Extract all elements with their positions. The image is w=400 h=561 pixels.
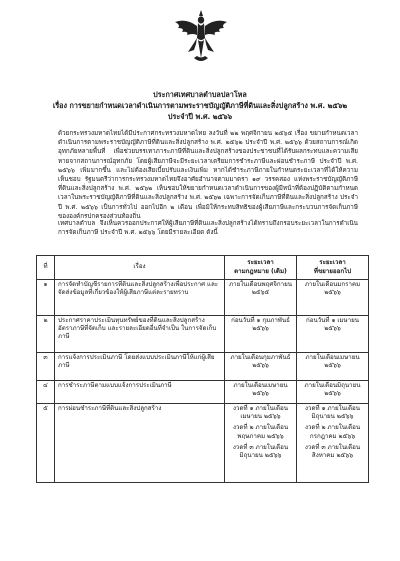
body-paragraph-1: ด้วยกระทรวงมหาดไทยได้มีประกาศกระทรวงมหาดไทย ลงวันที่ ๒๒ พฤศจิกายน ๒๕๖๕ เรื่อง ขยายกำหนดเวลาดำเนินการตามพระราชบัญญัติภาษีที่ดินและสิ่งปลูกสร้าง พ.ศ. ๒๕๖๒ ประจำปี พ.ศ. ๒๕๖๖ ด้วยสถานการณ์เกิดอุทกภัยหลายพื้นที่ เพื่อช่วยบรรเทาภาระภาษีที่ดินและสิ่งปลูกสร้างของประชาชนที่ได้รับผลกระทบและความเสียหายจากสถานการณ์อุทกภัย โดยผู้เสียภาษีจะมีระยะเวลาเตรียมการชำระภาษีและผ่อนชำระภาษี ประจำปี พ.ศ. ๒๕๖๖ เพิ่มมากขึ้น และไม่ต้องเสียเบี้ยปรับและเงินเพิ่ม หากได้ชำระภาษีภายในกำหนดระยะเวลาที่ได้ให้ความเห็นชอบ รัฐมนตรีว่าการกระทรวงมหาดไทยจึงอาศัยอำนาจตามมาตรา ๑๙ วรรคสอง แห่งพระราชบัญญัติภาษีที่ดินและสิ่งปลูกสร้าง พ.ศ. ๒๕๖๒ เห็นชอบให้ขยายกำหนดเวลาดำเนินการของผู้มีหน้าที่ต้องปฏิบัติตามกำหนดเวลาในพระราชบัญญัติภาษีที่ดินและสิ่งปลูกสร้าง พ.ศ. ๒๕๖๒ เฉพาะการจัดเก็บภาษีที่ดินและสิ่งปลูกสร้าง ประจำปี พ.ศ. ๒๕๖๖ เป็นการทั่วไป ออกไปอีก ๒ เดือน เพื่อมิให้กระทบสิทธิของผู้เสียภาษีและกระบวนการจัดเก็บภาษีขององค์กรปกครองส่วนท้องถิ่น [58,130,358,220]
header-old-period [225,256,297,280]
header-topic: เรื่อง [55,256,225,280]
row-number: ๕ [37,404,55,483]
row-new-period: ภายในเดือนมกราคม ๒๕๖๖ [297,280,369,316]
new-installment-1: งวดที่ ๑ ภายในเดือนมิถุนายน ๒๕๖๖ [305,405,360,421]
row-number: ๒ [37,316,55,353]
header-old-title: ระยะเวลา [247,259,274,267]
row-old-installments [225,404,297,483]
table-row [37,353,369,381]
schedule-table [36,255,369,483]
row-new-period: ภายในเดือนเมษายน ๒๕๖๖ [297,353,369,381]
announcement-subject: เรื่อง การขยายกำหนดเวลาดำเนินการตามพระราชบัญญัติภาษีที่ดินและสิ่งปลูกสร้าง พ.ศ. ๒๕๖๒ [52,101,348,110]
new-installment-2: งวดที่ ๒ ภายในเดือนกรกฎาคม ๒๕๖๖ [304,424,361,440]
row-old-period: ภายในเดือนเมษายน ๒๕๖๖ [225,381,297,404]
row-old-period: ก่อนวันที่ ๑ กุมภาพันธ์ ๒๕๖๖ [225,316,297,353]
old-installment-2: งวดที่ ๒ ภายในเดือนพฤษภาคม ๒๕๖๖ [232,424,289,440]
table-row [37,381,369,404]
header-no: ที่ [37,256,55,280]
row-new-period: ก่อนวันที่ ๑ เมษายน ๒๕๖๖ [297,316,369,353]
header-new-period [297,256,369,280]
old-installment-3: งวดที่ ๓ ภายในเดือนมิถุนายน ๒๕๖๖ [232,443,289,460]
header-old-sub: ตามกฎหมาย (เดิม) [234,267,287,275]
row-old-period: ภายในเดือนพฤศจิกายน ๒๕๖๕ [225,280,297,316]
row-topic: การจัดทำบัญชีรายการที่ดินและสิ่งปลูกสร้างเพื่อประกาศ และจัดส่งข้อมูลที่เกี่ยวข้องให้ผู้เสียภาษีแต่ละรายทราบ [55,280,225,316]
row-number: ๓ [37,353,55,381]
announcement-year: ประจำปี พ.ศ. ๒๕๖๖ [167,112,233,121]
row-new-period: ภายในเดือนมิถุนายน ๒๕๖๖ [297,381,369,404]
table-header-row [37,256,369,280]
row-new-installments [297,404,369,483]
row-old-period: ภายในเดือนกุมภาพันธ์ ๒๕๖๖ [225,353,297,381]
row-topic: การชำระภาษีตามแบบแจ้งการประเมินภาษี [55,381,225,404]
row-number: ๑ [37,280,55,316]
body-paragraph-2: เทศบาลตำบล จึงเห็นควรออกประกาศให้ผู้เสียภาษีที่ดินและสิ่งปลูกสร้างได้ทราบถึงกรอบระยะเวลาในการดำเนินการจัดเก็บภาษี ประจำปี พ.ศ. ๒๕๖๖ โดยมีรายละเอียด ดังนี้ [58,220,358,237]
header-new-title: ระยะเวลา [319,259,346,267]
table-row [37,316,369,353]
row-topic: ประกาศราคาประเมินทุนทรัพย์ของที่ดินและสิ่งปลูกสร้าง อัตราภาษีที่จัดเก็บ และรายละเอียดอื่นที่จำเป็น ในการจัดเก็บภาษี [55,316,225,353]
old-installment-1: งวดที่ ๑ ภายในเดือนเมษายน ๒๕๖๖ [233,405,288,421]
row-number: ๔ [37,381,55,404]
table-row [37,404,369,483]
new-installment-3: งวดที่ ๓ ภายในเดือนสิงหาคม ๒๕๖๖ [304,443,361,460]
header-new-sub: ที่ขยายออกไป [313,267,352,275]
garuda-emblem-icon [172,8,230,66]
announcement-title: ประกาศเทศบาลตำบลปลาโหล [153,90,247,99]
row-topic: การผ่อนชำระภาษีที่ดินและสิ่งปลูกสร้าง [55,404,225,483]
row-topic: การแจ้งการประเมินภาษี โดยส่งแบบประเมินภาษีให้แก่ผู้เสียภาษี [55,353,225,381]
table-row [37,280,369,316]
